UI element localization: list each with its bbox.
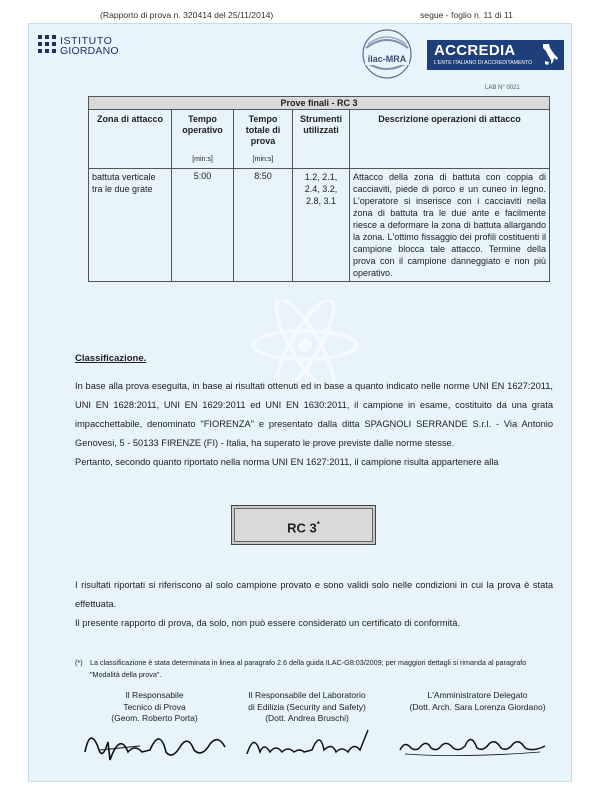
header-descrizione [350,110,550,169]
ilac-mra-logo [356,28,418,84]
signatory-name: (Dott. Arch. Sara Lorenza Giordano) [409,701,546,712]
istituto-giordano-logo [38,35,148,57]
header-descrizione-label: Descrizione operazioni di attacco [378,114,521,124]
result-class: RC 3 [287,520,317,536]
signature-bruschi-icon [242,722,372,767]
signatory-name: (Geom. Roberto Porta) [111,713,198,723]
signatory-name: (Dott. Andrea Bruschi) [265,713,349,723]
accredia-subtitle: L'ENTE ITALIANO DI ACCREDITAMENTO [434,60,533,66]
header-strumenti [293,110,350,169]
cell-descrizione: Attacco della zona di battuta con coppia di cacciaviti, piede di porco e un cuneo in legno. L'operatore si inserisce con i cacciaviti nella zona di battuta tra le due ante e facilmente riesce a deformare la zona di battuta allargando la zona. L'ottimo fissaggio dei profili costituenti il campione blocca tale attacco. Termine della prova con il campione danneggiato e non più operativo. [350,169,550,282]
institute-name-line2: GIORDANO [60,45,119,57]
cell-tempo-operativo: 5:00 [172,169,234,282]
institute-grid-icon [38,35,56,53]
accredia-name: ACCREDIA [434,42,516,59]
classification-conclusion: Pertanto, secondo quanto riportato nella norma UNI EN 1627:2011, il campione risulta appartenere alla [75,457,499,467]
unit-label: [min:s] [192,156,213,163]
cell-strumenti [293,169,350,282]
signature-giordano-icon [395,722,550,767]
strumenti-line: 2.4, 3.2, [304,184,338,194]
header-strumenti-label: Strumenti utilizzati [299,114,342,135]
ilac-text: ilac-MRA [367,54,407,64]
certificate-disclaimer: Il presente rapporto di prova, da solo, non può essere considerato un certificato di conformità. [75,618,461,628]
signatory-technical [92,690,217,725]
italy-map-icon [540,43,560,67]
result-box [231,505,376,545]
lab-number: LAB N° 0021 [485,85,520,91]
classification-title: Classificazione. [75,353,147,364]
footnote-text: La classificazione è stata determinata in linea al paragrafo 2.6 della guida ILAC-G8:03/2009; per maggiori dettagli si rimanda al paragrafo "Modalità della prova". [90,658,527,679]
header-zona-label: Zona di attacco [96,114,163,124]
accredia-logo [427,40,564,70]
sheet-number: segue - foglio n. 11 di 11 [420,10,513,20]
signatory-role: Il Responsabile [125,690,184,700]
signatory-role: Tecnico di Prova [123,701,186,712]
signatory-role: L'Amministratore Delegato [427,690,528,700]
cell-zona: battuta verticale tra le due grate [89,169,172,282]
strumenti-line: 1.2, 2.1, [304,172,338,182]
final-tests-table [88,96,550,282]
signature-porta-icon [80,722,230,767]
header-zona [89,110,172,169]
header-tempo-totale [234,110,293,169]
header-tempo-operativo [172,110,234,169]
footnote-mark: (*) [75,658,83,667]
signatory-role: di Edilizia (Security and Safety) [248,701,366,712]
page-header [0,10,600,22]
report-reference: (Rapporto di prova n. 320414 del 25/11/2014) [100,10,274,20]
validity-paragraph: I risultati riportati si riferiscono al solo campione provato e sono validi solo nelle condizioni in cui la prova è stata effettuata. [75,580,553,609]
table-title: Prove finali - RC 3 [89,97,550,110]
unit-label: [min:s] [252,156,274,163]
signatory-role: Il Responsabile del Laboratorio [248,690,366,700]
footnote [75,657,553,681]
strumenti-line: 2.8, 3.1 [305,196,337,206]
signatory-ceo [395,690,560,713]
cell-tempo-totale: 8:50 [234,169,293,282]
table-row [89,169,550,282]
header-tempo-totale-label: Tempo totale di prova [245,114,281,146]
classification-paragraph: In base alla prova eseguita, in base ai risultati ottenuti ed in base a quanto indicato nelle norme UNI EN 1627:2011, UNI EN 1628:2011, UNI EN 1629:2011 ed UNI EN 1630:2011, il campione in esame, costituito da una grata impacchettabile, denominato "FIORENZA" e presentato dalla ditta SPAGNOLI SERRANDE S.r.l. - Via Antonio Genovesi, 5 - 50133 FIRENZE (FI) - Italia, ha superato le prove previste dalle norme stesse. [75,381,553,448]
result-footnote-mark: * [316,520,320,529]
result-value [234,508,373,542]
signatory-laboratory [232,690,382,725]
header-tempo-operativo-label: Tempo operativo [182,114,223,135]
institute-name-line1: ISTITUTO [60,35,113,47]
